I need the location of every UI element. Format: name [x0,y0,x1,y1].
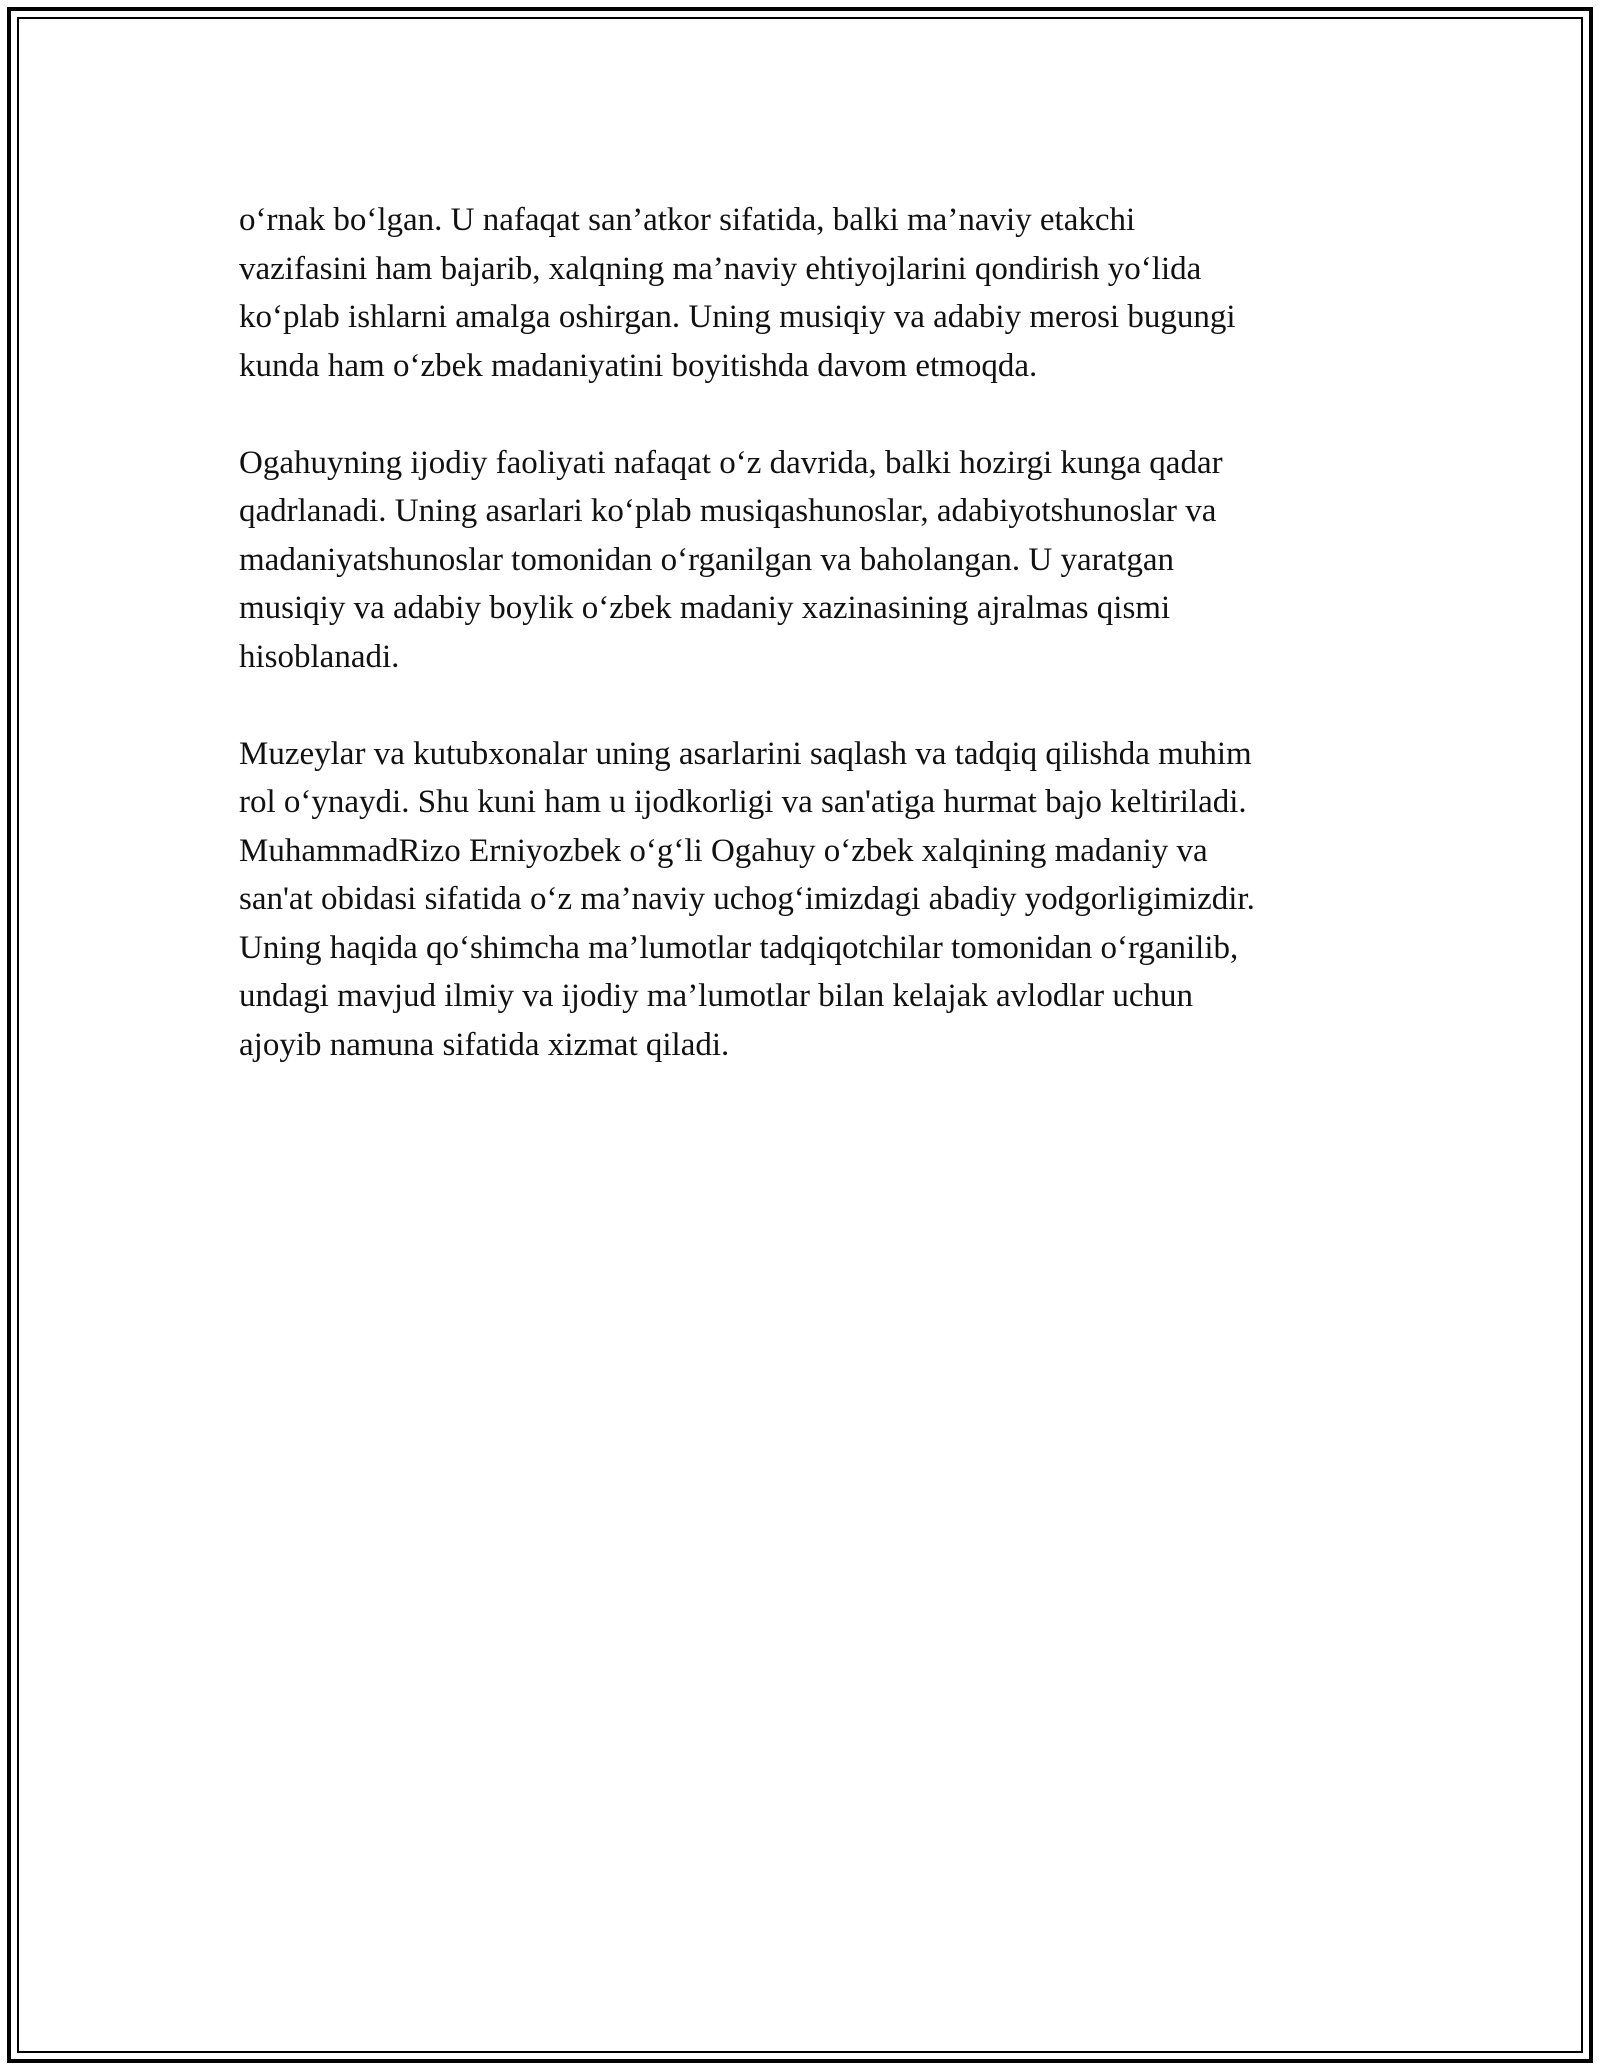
paragraph-2 [239,439,1399,682]
text-line: san'at obidasi sifatida o‘z ma’naviy uchog‘imizdagi abadiy yodgorligimizdir. [239,881,1255,917]
text-line: o‘rnak bo‘lgan. U nafaqat san’atkor sifatida, balki ma’naviy etakchi [239,202,1136,238]
text-line: vazifasini ham bajarib, xalqning ma’naviy ehtiyojlarini qondirish yo‘lida [239,250,1202,287]
text-line: musiqiy va adabiy boylik o‘zbek madaniy xazinasining ajralmas qismi [239,590,1171,626]
text-line: Muzeylar va kutubxonalar uning asarlarini saqlash va tadqiq qilishda muhim [239,735,1252,772]
text-line: Ogahuyning ijodiy faoliyati nafaqat o‘z davrida, balki hozirgi kunga qadar [239,444,1223,481]
paragraph-1 [239,196,1399,390]
text-line: madaniyatshunoslar tomonidan o‘rganilgan va baholangan. U yaratgan [239,541,1175,578]
text-line: kunda ham o‘zbek madaniyatini boyitishda davom etmoqda. [239,347,1038,384]
text-line: hisoblanadi. [239,638,400,675]
text-line: rol o‘ynaydi. Shu kuni ham u ijodkorligi va san'atiga hurmat bajo keltiriladi. [239,784,1247,820]
page-border [7,7,1593,2063]
paragraph-3 [239,730,1399,1070]
document-body [239,196,1399,1118]
text-line: qadrlanadi. Uning asarlari ko‘plab musiqashunoslar, adabiyotshunoslar va [239,493,1217,529]
text-line: ko‘plab ishlarni amalga oshirgan. Uning musiqiy va adabiy merosi bugungi [239,299,1236,335]
text-line: undagi mavjud ilmiy va ijodiy ma’lumotlar bilan kelajak avlodlar uchun [239,978,1194,1014]
text-line: ajoyib namuna sifatida xizmat qiladi. [239,1026,730,1063]
text-line: Uning haqida qo‘shimcha ma’lumotlar tadqiqotchilar tomonidan o‘rganilib, [239,929,1239,966]
text-line: MuhammadRizo Erniyozbek o‘g‘li Ogahuy o‘zbek xalqining madaniy va [239,832,1208,869]
